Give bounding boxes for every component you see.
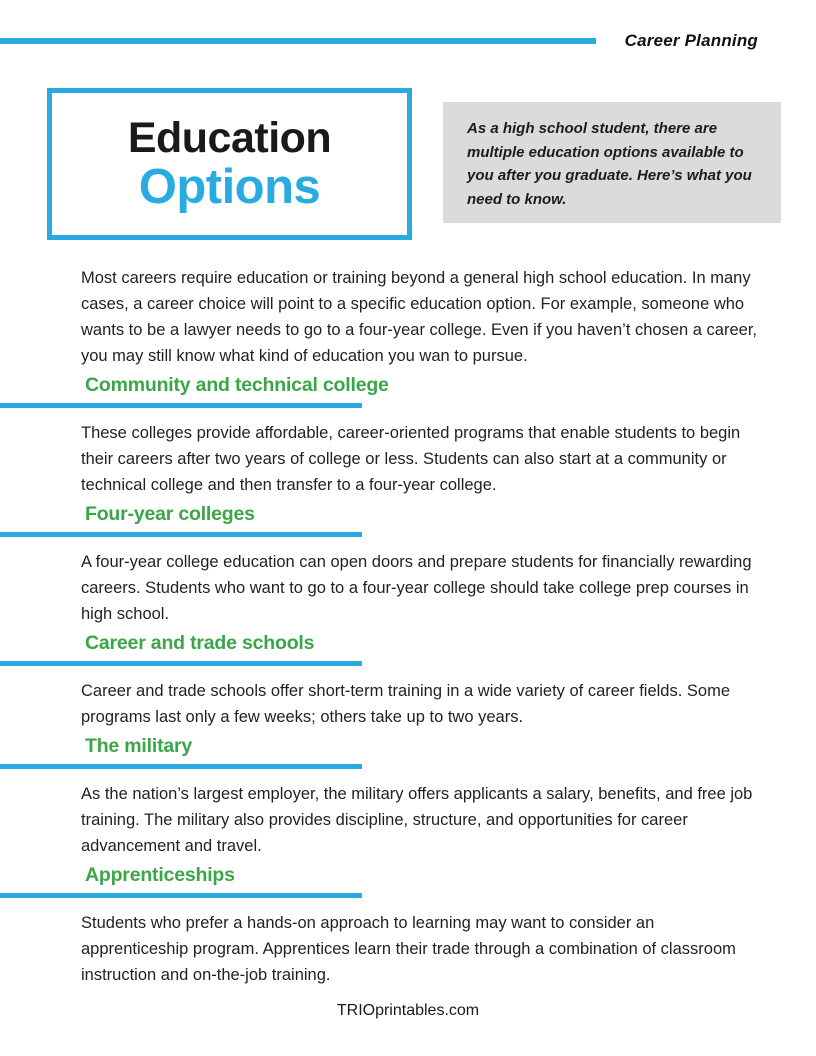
section-body: A four-year college education can open doors and prepare students for financially rewarding careers. Students who want to go to a four-year college should take college prep courses in high school. (81, 553, 752, 623)
title-box (47, 88, 412, 240)
section-body: These colleges provide affordable, career-oriented programs that enable students to begin their careers after two years of college or less. Students can also start at a community or technical college and then transfer to a four-year college. (81, 424, 741, 494)
section-underline-rule (0, 661, 362, 666)
footer-site-label: TRIOprintables.com (336, 1002, 480, 1019)
page-title-line1: Education (127, 114, 332, 162)
section-body: Career and trade schools offer short-term training in a wide variety of career fields. Some programs last only a few weeks; others take up to two years. (81, 682, 730, 726)
section-underline-rule (0, 532, 362, 537)
education-option-section (0, 863, 816, 988)
kicker-label: Career Planning (624, 31, 758, 50)
section-heading: The military (85, 735, 193, 757)
section-heading: Community and technical college (85, 374, 389, 396)
page-title-line2: Options (138, 160, 321, 214)
education-option-section (0, 502, 816, 627)
section-underline-rule (0, 764, 362, 769)
section-body: As the nation’s largest employer, the military offers applicants a salary, benefits, and free job training. The military also provides discipline, structure, and opportunities for career advancement and travel. (81, 785, 753, 855)
section-heading: Four-year colleges (85, 503, 255, 525)
document-body (0, 265, 816, 1020)
education-option-section (0, 734, 816, 859)
section-body: Students who prefer a hands-on approach to learning may want to consider an apprenticeship program. Apprentices learn their trade through a combination of classroom instruction and on-the-job training. (81, 914, 736, 984)
intro-callout: As a high school student, there are multiple education options available to you after you graduate. Here’s what you need to know. (443, 102, 781, 223)
section-underline-rule (0, 893, 362, 898)
section-underline-rule (0, 403, 362, 408)
top-accent-rule (0, 38, 596, 44)
intro-paragraph: Most careers require education or training beyond a general high school education. In many cases, a career choice will point to a specific education option. For example, someone who wants to be a lawyer needs to go to a four-year college. Even if you haven’t chosen a career, you may still know what kind of education you wan to pursue. (81, 269, 757, 365)
section-heading: Apprenticeships (85, 864, 235, 886)
section-heading: Career and trade schools (85, 632, 315, 654)
education-option-section (0, 373, 816, 498)
education-option-section (0, 631, 816, 730)
sections-container (0, 373, 816, 988)
